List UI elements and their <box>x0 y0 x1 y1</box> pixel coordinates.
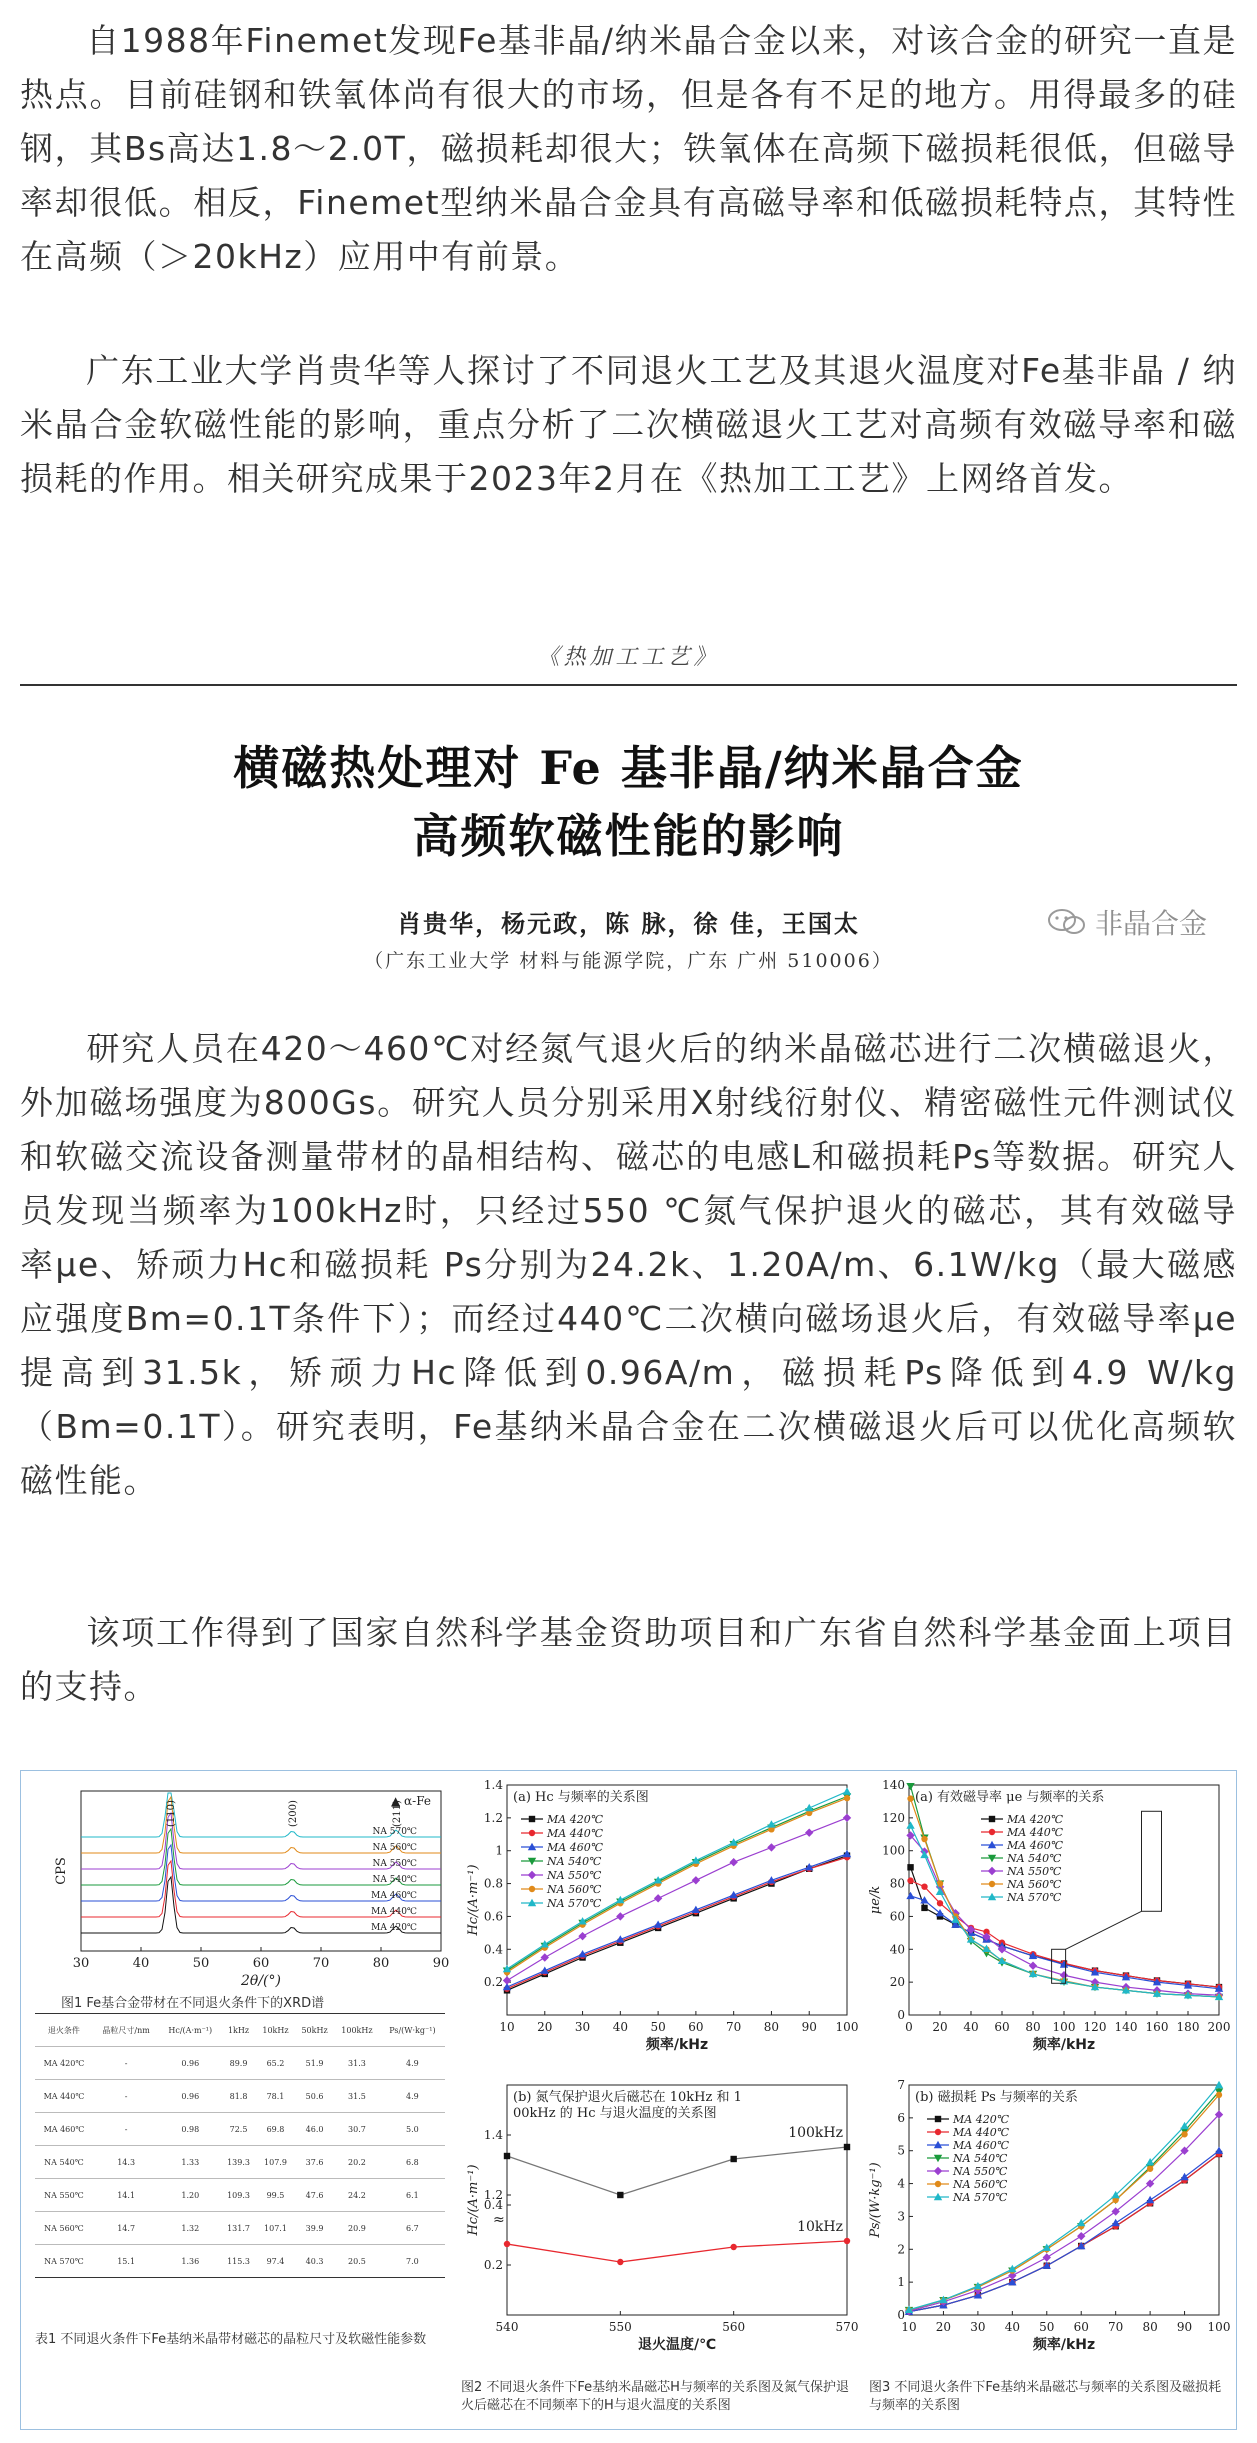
y-tick-label: 2 <box>897 2242 905 2257</box>
table-cell: MA 460℃ <box>35 2113 93 2146</box>
legend-marker <box>989 1829 995 1835</box>
paragraph-method-results: 研究人员在420～460℃对经氮气退火后的纳米晶磁芯进行二次横磁退火，外加磁场强度为800Gs。研究人员分别采用X射线衍射仪、精密磁性元件测试仪和软磁交流设备测量带材的晶相结构、磁芯的电感L和磁损耗Ps等数据。研究人员发现当频率为100kHz时，只经过550 ℃氮气保护退火的磁芯，其有效磁导率μe、矫顽力Hc和磁损耗 Ps分别为24.2k、1.20A/m、6.1W/kg（最大磁感应强度Bm=0.1T条件下）；而经过440℃二次横向磁场退火后，有效磁导率μe提高到31.5k，矫顽力Hc降低到0.96A/m，磁损耗Ps降低到4.9 W/kg（Bm=0.1T）。研究表明，Fe基纳米晶合金在二次横磁退火后可以优化高频软磁性能。 <box>20 1029 1237 1500</box>
results-figure <box>20 1770 1237 2430</box>
paragraph-funding: 该项工作得到了国家自然科学基金资助项目和广东省自然科学基金面上项目的支持。 <box>20 1613 1237 1706</box>
x-tick-label: 90 <box>1176 2320 1193 2334</box>
article-title-line2: 高频软磁性能的影响 <box>412 809 845 863</box>
peak-label: (110) <box>165 1800 177 1827</box>
legend-label: MA 440℃ <box>953 2126 1010 2139</box>
y-tick-label: 40 <box>889 1942 905 1957</box>
legend-label: NA 550℃ <box>1007 1865 1062 1878</box>
table-cell: - <box>93 2047 160 2080</box>
x-tick-label: 70 <box>1108 2320 1124 2334</box>
legend-label: MA 460℃ <box>1007 1839 1064 1852</box>
y-tick-label: 1.2 <box>483 1810 503 1825</box>
x-tick-label: 90 <box>432 1956 450 1971</box>
x-tick-label: 80 <box>1142 2320 1158 2334</box>
table-cell: 24.2 <box>334 2179 380 2212</box>
data-point <box>1043 2253 1051 2261</box>
data-point <box>1077 2232 1085 2240</box>
y-axis-label: Ps/(W·kg⁻¹) <box>868 2162 883 2238</box>
data-point <box>906 1821 914 1828</box>
x-axis-label: 频率/kHz <box>1032 2037 1096 2053</box>
table-header-cell: 晶粒尺寸/nm <box>93 2014 160 2047</box>
data-point <box>729 1858 737 1866</box>
data-point <box>692 1906 700 1913</box>
y-tick-label: 60 <box>889 1909 905 1924</box>
data-point <box>805 1804 813 1811</box>
data-point <box>1146 2196 1154 2203</box>
data-point <box>692 1876 700 1884</box>
y-tick-label: 1.4 <box>483 2128 503 2142</box>
legend-label: NA 540℃ <box>547 1855 602 1868</box>
table-cell: 20.9 <box>334 2212 380 2245</box>
legend-label: NA 560℃ <box>953 2178 1008 2191</box>
x-axis-label: 2θ/(°) <box>241 1973 281 1989</box>
table-cell: 46.0 <box>295 2113 334 2146</box>
xrd-svg <box>21 1771 461 2021</box>
article-affiliation: （广东工业大学 材料与能源学院，广东 广州 510006） <box>364 950 893 972</box>
data-point <box>654 1894 662 1902</box>
x-tick-label: 70 <box>312 1956 330 1971</box>
x-tick-label: 20 <box>935 2320 952 2334</box>
table-cell: 6.7 <box>380 2212 445 2245</box>
table-cell: NA 540℃ <box>35 2146 93 2179</box>
table-cell: NA 570℃ <box>35 2245 93 2278</box>
legend-label: NA 570℃ <box>547 1897 602 1910</box>
data-point <box>906 1783 914 1790</box>
x-tick-label: 50 <box>1039 2320 1055 2334</box>
header-rule <box>20 684 1237 686</box>
y-tick-label: 1 <box>495 1843 503 1858</box>
hc-temperature-chart <box>453 2073 863 2373</box>
data-point <box>921 1905 927 1911</box>
table1-caption: 表1 不同退火条件下Fe基纳米晶带材磁芯的晶粒尺寸及软磁性能参数 <box>35 2332 427 2347</box>
xrd-trace-label: NA 550℃ <box>372 1859 417 1869</box>
table-cell: 99.5 <box>256 2179 295 2212</box>
y-axis-label: μe/k <box>868 1885 883 1915</box>
data-point <box>541 1953 549 1961</box>
x-tick-label: 40 <box>1004 2320 1020 2334</box>
hc-temperature-svg <box>453 2073 863 2373</box>
data-point <box>1181 2131 1187 2137</box>
y-tick-label: 0 <box>897 2008 905 2022</box>
peak-label: (211) <box>392 1800 403 1827</box>
data-point <box>617 2259 623 2265</box>
table-cell: 115.3 <box>221 2245 256 2278</box>
table-cell: 7.0 <box>380 2245 445 2278</box>
data-point <box>1111 2219 1119 2226</box>
xrd-trace-label: MA 460℃ <box>371 1891 417 1901</box>
x-tick-label: 540 <box>495 2320 519 2334</box>
data-point <box>578 1950 586 1957</box>
table-cell: 15.1 <box>93 2245 160 2278</box>
legend-marker <box>529 1830 535 1836</box>
table-header-cell: Hc/(A·m⁻¹) <box>159 2014 221 2047</box>
x-tick-label: 20 <box>932 2020 948 2034</box>
table-row <box>35 2047 445 2080</box>
article-authors: 肖贵华，杨元政，陈 脉，徐 佳，王国太 <box>397 909 860 938</box>
data-point <box>844 2144 850 2150</box>
x-tick-label: 50 <box>192 1956 210 1971</box>
legend-label: MA 420℃ <box>1007 1813 1064 1826</box>
table-cell: 50.6 <box>295 2080 334 2113</box>
series-10kHz <box>504 2219 850 2265</box>
x-tick-label: 140 <box>1114 2020 1138 2034</box>
legend-marker <box>935 2181 941 2187</box>
data-point <box>654 1920 662 1927</box>
x-tick-label: 60 <box>994 2020 1010 2034</box>
table-row <box>35 2113 445 2146</box>
y-tick-label: 6 <box>897 2110 905 2125</box>
table-header-cell: 退火条件 <box>35 2014 93 2047</box>
core-loss-chart <box>863 2073 1235 2373</box>
data-point <box>730 2244 736 2250</box>
data-point <box>767 1843 775 1851</box>
xrd-trace-label: NA 560℃ <box>372 1843 417 1853</box>
data-point <box>805 1828 813 1836</box>
x-tick-label: 80 <box>372 1956 390 1971</box>
paragraph-intro: 自1988年Finemet发现Fe基非晶/纳米晶合金以来，对该合金的研究一直是热点。目前硅钢和铁氧体尚有很大的市场，但是各有不足的地方。用得最多的硅钢，其Bs高达1.8～2.0T，磁损耗却很大；铁氧体在高频下磁损耗很低，但磁导率却很低。相反，Finemet型纳米晶合金具有高磁导率和低磁损耗特点，其特性在高频（＞20kHz）应用中有前景。 <box>20 21 1237 276</box>
x-tick-label: 20 <box>537 2020 553 2034</box>
table-cell: 69.8 <box>256 2113 295 2146</box>
table-cell: 6.1 <box>380 2179 445 2212</box>
y-tick-label: 140 <box>882 1778 905 1792</box>
y-tick-label: 0.8 <box>483 1876 503 1891</box>
table-cell: NA 560℃ <box>35 2212 93 2245</box>
data-point <box>503 1976 511 1984</box>
table-cell: 6.8 <box>380 2146 445 2179</box>
series-NA-560℃ <box>907 1795 1222 2000</box>
x-tick-label: 160 <box>1145 2020 1169 2034</box>
fig3-caption: 图3 不同退火条件下Fe基纳米晶磁芯与频率的关系图及磁损耗与频率的关系图 <box>869 2380 1222 2413</box>
table-row <box>35 2212 445 2245</box>
y-tick-label: 7 <box>897 2078 905 2092</box>
data-point <box>1216 2092 1222 2098</box>
legend-label: NA 560℃ <box>1007 1878 1062 1891</box>
table-row <box>35 2245 445 2278</box>
x-tick-label: 40 <box>612 2020 628 2034</box>
x-tick-label: 30 <box>72 1956 90 1971</box>
y-tick-label: 100 <box>882 1843 905 1858</box>
legend-marker <box>934 2167 942 2175</box>
y-tick-label: 4 <box>897 2176 905 2191</box>
table-cell: 14.7 <box>93 2212 160 2245</box>
legend-marker <box>528 1871 536 1879</box>
data-point <box>843 1787 851 1794</box>
data-point <box>504 2153 510 2159</box>
data-point <box>921 1883 927 1889</box>
data-point <box>844 1795 850 1801</box>
y-tick-label: 0.6 <box>483 1909 503 1924</box>
legend-label: NA 570℃ <box>1007 1891 1062 1904</box>
legend-marker <box>529 1886 535 1892</box>
series-line <box>507 2241 847 2262</box>
table-header-cell: Ps/(W·kg⁻¹) <box>380 2014 445 2047</box>
watermark-text: 非晶合金 <box>1094 907 1207 940</box>
article-header-image <box>20 640 1237 1035</box>
xrd-legend: ▲ α-Fe <box>391 1794 431 1808</box>
table-cell: 14.1 <box>93 2179 160 2212</box>
table-cell: 30.7 <box>334 2113 380 2146</box>
permeability-chart <box>863 1773 1235 2073</box>
table-cell: 0.96 <box>159 2080 221 2113</box>
data-point <box>616 1935 624 1942</box>
y-tick-label: 80 <box>889 1876 905 1891</box>
y-tick-label: 1.2 <box>483 2188 503 2202</box>
xrd-chart <box>21 1771 461 2021</box>
x-tick-label: 30 <box>970 2320 986 2334</box>
x-tick-label: 60 <box>252 1956 270 1971</box>
properties-table <box>35 2013 445 2278</box>
x-tick-label: 30 <box>574 2020 591 2034</box>
legend-label: NA 550℃ <box>953 2165 1008 2178</box>
data-point <box>907 1795 913 1801</box>
x-tick-label: 70 <box>726 2020 742 2034</box>
data-point <box>843 1814 851 1822</box>
data-point <box>504 2241 510 2247</box>
table-cell: 1.36 <box>159 2245 221 2278</box>
table-cell: 107.1 <box>256 2212 295 2245</box>
series-line <box>507 2147 847 2195</box>
zoom-connector <box>1066 1911 1142 1949</box>
table-cell: 97.4 <box>256 2245 295 2278</box>
table-cell: - <box>93 2080 160 2113</box>
x-tick-label: 40 <box>963 2020 979 2034</box>
table-cell: 139.3 <box>221 2146 256 2179</box>
legend-label: NA 570℃ <box>953 2191 1008 2204</box>
legend-marker <box>989 1881 995 1887</box>
legend-label: NA 560℃ <box>547 1883 602 1896</box>
legend-label: MA 460℃ <box>953 2139 1010 2152</box>
table-row <box>35 2179 445 2212</box>
y-tick-label: 0.4 <box>483 2198 503 2212</box>
table-cell: 109.3 <box>221 2179 256 2212</box>
fig2-caption: 图2 不同退火条件下Fe基纳米晶磁芯H与频率的关系图及氮气保护退火后磁芯在不同频率下的H与退火温度的关系图 <box>461 2380 849 2413</box>
table-cell: 72.5 <box>221 2113 256 2146</box>
data-point <box>730 2156 736 2162</box>
hc-frequency-chart <box>453 1773 863 2073</box>
y-axis-label: Hc/(A·m⁻¹) <box>466 2164 481 2236</box>
core-loss-svg <box>863 2073 1235 2373</box>
x-tick-label: 100 <box>835 2020 859 2034</box>
y-axis-label: CPS <box>54 1857 69 1885</box>
x-tick-label: 10 <box>499 2020 515 2034</box>
data-point <box>617 2192 623 2198</box>
data-point <box>616 1912 624 1920</box>
x-tick-label: 10 <box>901 2320 917 2334</box>
legend-label: NA 550℃ <box>547 1869 602 1882</box>
legend-label: NA 540℃ <box>953 2152 1008 2165</box>
table-cell: 0.98 <box>159 2113 221 2146</box>
data-point <box>1147 2166 1153 2172</box>
legend-label: MA 440℃ <box>547 1827 604 1840</box>
table-cell: 78.1 <box>256 2080 295 2113</box>
legend-label: NA 540℃ <box>1007 1852 1062 1865</box>
table-header-cell: 1kHz <box>221 2014 256 2047</box>
y-tick-label: 0.2 <box>483 2258 503 2272</box>
fig1-caption: 图1 Fe基合金带材在不同退火条件下的XRD谱 <box>61 1996 325 2011</box>
x-tick-label: 60 <box>688 2020 704 2034</box>
data-point <box>907 1877 913 1883</box>
table-cell: 1.33 <box>159 2146 221 2179</box>
table-cell: 4.9 <box>380 2080 445 2113</box>
table-cell: 131.7 <box>221 2212 256 2245</box>
hc-frequency-svg <box>453 1773 863 2073</box>
table-cell: 31.3 <box>334 2047 380 2080</box>
paragraph-research-summary: 广东工业大学肖贵华等人探讨了不同退火工艺及其退火温度对Fe基非晶 / 纳米晶合金软磁性能的影响，重点分析了二次横磁退火工艺对高频有效磁导率和磁损耗的作用。相关研究成果于2023年2月在《热加工工艺》上网络首发。 <box>20 351 1237 498</box>
table-cell: 20.5 <box>334 2245 380 2278</box>
table-cell: 65.2 <box>256 2047 295 2080</box>
legend-marker <box>988 1867 996 1875</box>
x-tick-label: 180 <box>1176 2020 1200 2034</box>
table-cell: 107.9 <box>256 2146 295 2179</box>
x-axis-label: 频率/kHz <box>1032 2337 1096 2353</box>
data-point <box>767 1820 775 1827</box>
table-cell: 31.5 <box>334 2080 380 2113</box>
y-tick-label: 0.2 <box>483 1975 503 1990</box>
table-cell: 81.8 <box>221 2080 256 2113</box>
xrd-trace-label: NA 540℃ <box>372 1875 417 1885</box>
data-point <box>921 1836 927 1842</box>
table-cell: 47.6 <box>295 2179 334 2212</box>
data-point <box>906 1892 914 1899</box>
data-point <box>937 1900 943 1906</box>
legend-marker <box>529 1816 535 1822</box>
table-cell: NA 550℃ <box>35 2179 93 2212</box>
legend-label: MA 440℃ <box>1007 1826 1064 1839</box>
peak-label: (200) <box>288 1800 300 1827</box>
data-point <box>1029 1962 1037 1970</box>
table-header-cell: 100kHz <box>334 2014 380 2047</box>
table-cell: 1.32 <box>159 2212 221 2245</box>
table-cell: 20.2 <box>334 2146 380 2179</box>
y-tick-label: 0 <box>897 2308 905 2322</box>
journal-name: 《热加工工艺》 <box>537 645 720 670</box>
chart-title: (a) Hc 与频率的关系图 <box>513 1790 649 1805</box>
chart-title-cont: 00kHz 的 Hc 与退火温度的关系图 <box>513 2106 717 2121</box>
x-axis-label: 频率/kHz <box>645 2037 709 2053</box>
legend-label: MA 420℃ <box>547 1813 604 1826</box>
x-tick-label: 100 <box>1207 2320 1231 2334</box>
y-tick-label: 5 <box>897 2143 905 2158</box>
table-cell: 5.0 <box>380 2113 445 2146</box>
x-tick-label: 60 <box>1073 2320 1089 2334</box>
permeability-svg <box>863 1773 1235 2073</box>
data-point <box>844 2238 850 2244</box>
y-tick-label: 1.4 <box>483 1778 503 1792</box>
y-tick-label: 1 <box>897 2275 905 2290</box>
watermark <box>1047 902 1207 942</box>
x-tick-label: 120 <box>1083 2020 1107 2034</box>
wechat-icon <box>1047 908 1087 936</box>
table-cell: 39.9 <box>295 2212 334 2245</box>
xrd-trace-label: MA 440℃ <box>371 1907 417 1917</box>
y-tick-label: 20 <box>889 1975 905 1990</box>
series-label: 10kHz <box>797 2219 843 2235</box>
x-tick-label: 570 <box>835 2320 859 2334</box>
chart-title: (b) 氮气保护退火后磁芯在 10kHz 和 1 <box>513 2090 742 2105</box>
data-point <box>907 1864 913 1870</box>
table-cell: 0.96 <box>159 2047 221 2080</box>
y-tick-label: 0.4 <box>483 1942 503 1957</box>
inset-box <box>1142 1811 1162 1911</box>
x-axis-label: 退火温度/℃ <box>637 2337 717 2353</box>
chart-title: (a) 有效磁导率 μe 与频率的关系 <box>915 1790 1105 1805</box>
table-header-cell: 50kHz <box>295 2014 334 2047</box>
table-cell: 1.20 <box>159 2179 221 2212</box>
axis-break: ≈ <box>493 2212 505 2228</box>
series-NA-540℃ <box>906 1783 1223 2001</box>
data-point <box>1180 2173 1188 2180</box>
y-axis-label: Hc/(A·m⁻¹) <box>466 1864 481 1936</box>
xrd-trace-label: NA 570℃ <box>372 1827 417 1837</box>
table-cell: MA 440℃ <box>35 2080 93 2113</box>
legend-marker <box>935 2116 941 2122</box>
x-tick-label: 0 <box>905 2020 913 2034</box>
table-header-row <box>35 2014 445 2047</box>
x-tick-label: 50 <box>650 2020 666 2034</box>
x-tick-label: 560 <box>722 2320 746 2334</box>
table-cell: 51.9 <box>295 2047 334 2080</box>
table-cell: MA 420℃ <box>35 2047 93 2080</box>
data-point <box>729 1891 737 1898</box>
data-point <box>578 1932 586 1940</box>
article-title-line1: 横磁热处理对 Fe 基非晶/纳米晶合金 <box>233 741 1024 795</box>
table-cell: 37.6 <box>295 2146 334 2179</box>
table-row <box>35 2080 445 2113</box>
table-row <box>35 2146 445 2179</box>
table-header-cell: 10kHz <box>256 2014 295 2047</box>
series-line <box>911 1881 1219 1987</box>
legend-label: MA 460℃ <box>547 1841 604 1854</box>
legend-marker <box>935 2129 941 2135</box>
legend-marker <box>989 1816 995 1822</box>
x-tick-label: 100 <box>1052 2020 1076 2034</box>
x-tick-label: 80 <box>1025 2020 1041 2034</box>
x-tick-label: 40 <box>132 1956 150 1971</box>
y-tick-label: 120 <box>882 1810 905 1825</box>
table-cell: 14.3 <box>93 2146 160 2179</box>
legend-label: MA 420℃ <box>953 2113 1010 2126</box>
series-label: 100kHz <box>788 2125 843 2141</box>
y-tick-label: 3 <box>897 2209 905 2224</box>
data-point <box>541 1966 549 1973</box>
data-point <box>1215 2147 1223 2154</box>
table-cell: - <box>93 2113 160 2146</box>
table-cell: 4.9 <box>380 2047 445 2080</box>
x-tick-label: 80 <box>763 2020 780 2034</box>
chart-title: (b) 磁损耗 Ps 与频率的关系 <box>915 2090 1078 2105</box>
table-cell: 89.9 <box>221 2047 256 2080</box>
xrd-trace-label: MA 420℃ <box>371 1923 417 1933</box>
x-tick-label: 550 <box>608 2320 632 2334</box>
series-100kHz <box>504 2125 850 2198</box>
x-tick-label: 200 <box>1207 2020 1231 2034</box>
x-tick-label: 90 <box>801 2020 817 2034</box>
table-cell: 40.3 <box>295 2245 334 2278</box>
